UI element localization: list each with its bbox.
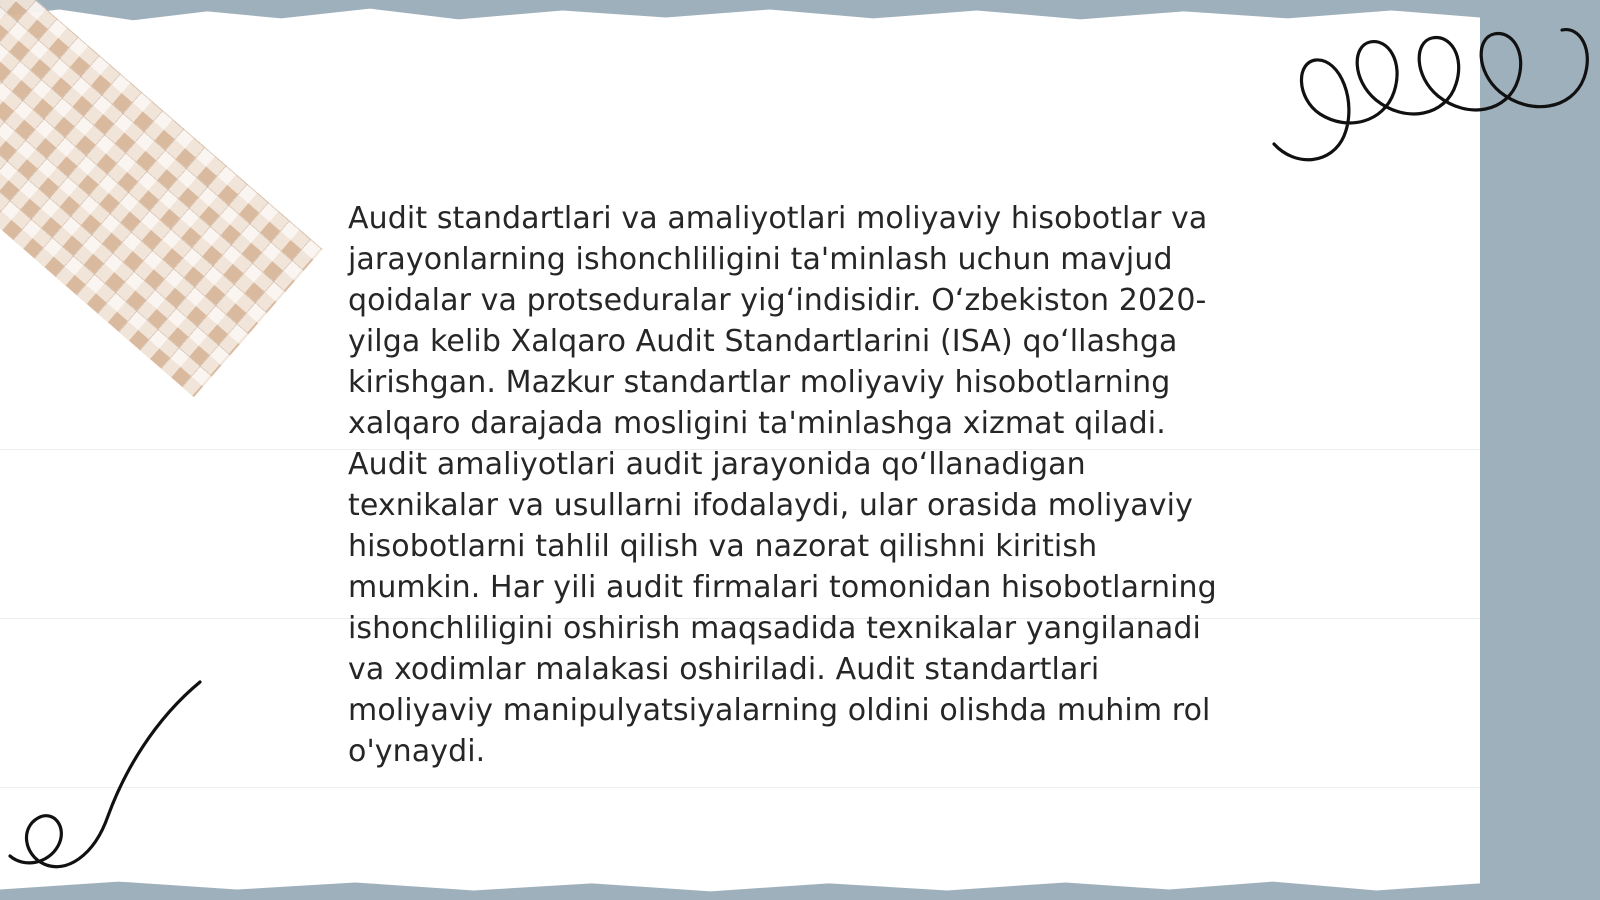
slide-body-text: Audit standartlari va amaliyotlari moliyaviy hisobotlar va jarayonlarning ishonchliligini ta'minlash uchun mavjud qoidalar va protseduralar yig‘indisidir. O‘zbekiston 2020-yilga kelib Xalqaro Audit Standartlarini (ISA) qo‘llashga kirishgan. Mazkur standartlar moliyaviy hisobotlarning xalqaro darajada mosligini ta'minlashga xizmat qiladi. Audit amaliyotlari audit jarayonida qo‘llanadigan texnikalar va usullarni ifodalaydi, ular orasida moliyaviy hisobotlarni tahlil qilish va nazorat qilishni kiritish mumkin. Har yili audit firmalari tomonidan hisobotlarning ishonchliligini oshirish maqsadida texnikalar yangilanadi va xodimlar malakasi oshiriladi. Audit standartlari moliyaviy manipulyatsiyalarning oldini olishda muhim rol o'ynaydi.: [348, 201, 1227, 769]
swirl-top-right-icon: [1266, 18, 1600, 168]
swirl-bottom-left-icon: [4, 660, 224, 890]
